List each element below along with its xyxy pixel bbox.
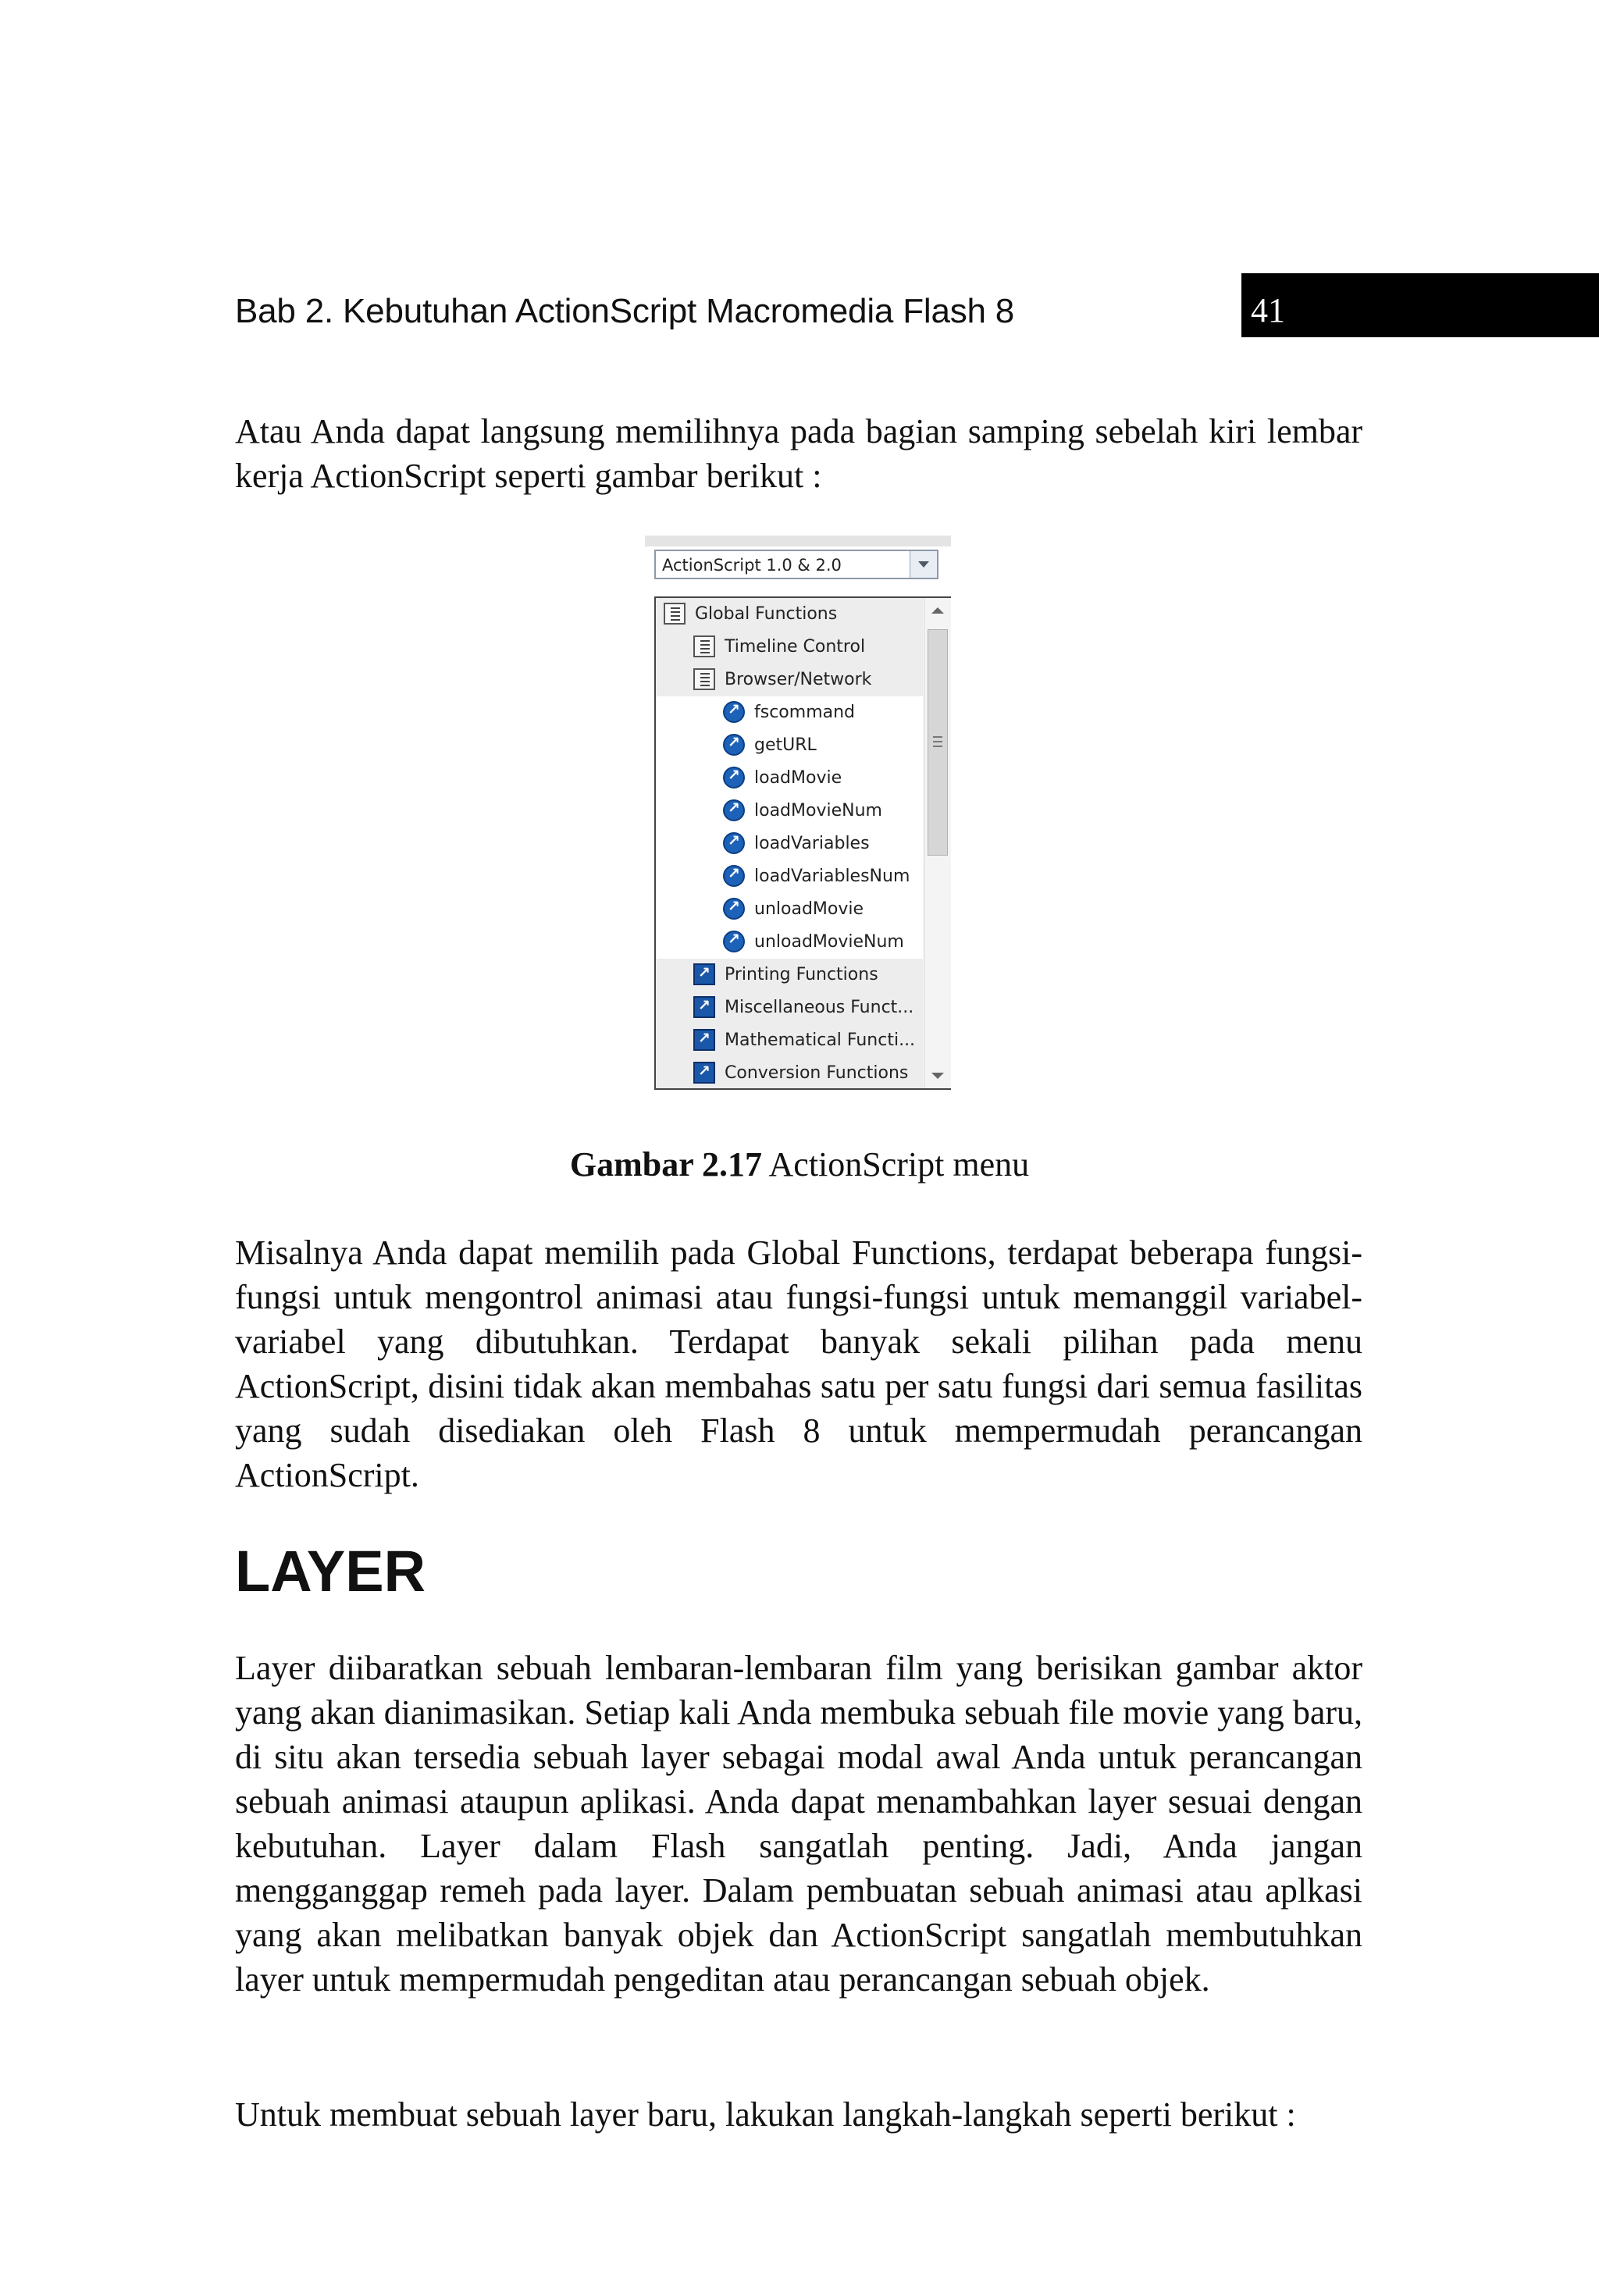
tree-item-label: Conversion Functions bbox=[725, 1063, 909, 1083]
function-icon bbox=[723, 701, 745, 723]
tree-item-fscommand[interactable] bbox=[656, 696, 923, 729]
tree-item-label: Printing Functions bbox=[725, 965, 878, 984]
grip-icon bbox=[933, 736, 942, 738]
tree-item-printing-functions[interactable] bbox=[656, 959, 923, 991]
tree-item-loadvariables[interactable] bbox=[656, 828, 923, 860]
figure-caption bbox=[0, 1144, 1599, 1184]
tree-item-mathematical-functions[interactable] bbox=[656, 1024, 923, 1057]
function-icon bbox=[723, 865, 745, 887]
tree-item-loadmovie[interactable] bbox=[656, 762, 923, 795]
tree-item-global-functions[interactable] bbox=[656, 598, 923, 631]
tree-item-loadvariablesnum[interactable] bbox=[656, 860, 923, 893]
category-icon bbox=[693, 996, 715, 1018]
tree-item-unloadmovie[interactable] bbox=[656, 893, 923, 926]
tree-item-conversion-functions[interactable] bbox=[656, 1057, 923, 1090]
actionscript-panel-figure bbox=[645, 536, 951, 1099]
tree-item-label: loadVariables bbox=[754, 834, 870, 853]
figure-caption-text: ActionScript menu bbox=[761, 1145, 1030, 1184]
page-number-tab bbox=[1241, 273, 1599, 337]
actions-toolbox-tree bbox=[654, 596, 951, 1090]
figure-caption-number: Gambar 2.17 bbox=[569, 1145, 762, 1184]
global-functions-paragraph: Misalnya Anda dapat memilih pada Global Functions, terdapat beberapa fungsi-fungsi untuk mengontrol animasi atau fungsi-fungsi untuk memanggil variabel-variabel yang dibutuhkan. Terdapat banyak sekali pilihan pada menu ActionScript, disini tidak akan membahas satu per satu fungsi dari semua fasilitas yang sudah disediakan oleh Flash 8 untuk mempermudah perancangan ActionScript. bbox=[235, 1233, 1362, 1494]
book-icon bbox=[693, 668, 715, 690]
tree-item-timeline-control[interactable] bbox=[656, 631, 923, 664]
intro-paragraph: Atau Anda dapat langsung memilihnya pada bagian samping sebelah kiri lembar kerja ActionScript seperti gambar berikut : bbox=[235, 412, 1362, 495]
function-icon bbox=[723, 832, 745, 854]
tree-item-label: Miscellaneous Funct... bbox=[725, 998, 914, 1017]
tree-item-geturl[interactable] bbox=[656, 729, 923, 762]
category-icon bbox=[693, 1062, 715, 1084]
function-icon bbox=[723, 767, 745, 788]
tree-item-label: getURL bbox=[754, 735, 817, 755]
tree-item-loadmovienum[interactable] bbox=[656, 795, 923, 828]
tree-item-label: unloadMovieNum bbox=[754, 932, 904, 952]
tree-item-unloadmovienum[interactable] bbox=[656, 926, 923, 959]
actionscript-version-select[interactable] bbox=[654, 550, 938, 579]
tree-item-label: Timeline Control bbox=[725, 637, 866, 657]
function-icon bbox=[723, 799, 745, 821]
tree-item-label: loadMovieNum bbox=[754, 801, 882, 821]
tree-item-browser-network[interactable] bbox=[656, 664, 923, 696]
category-icon bbox=[693, 963, 715, 985]
tree-scrollbar[interactable] bbox=[924, 598, 951, 1088]
tree-item-miscellaneous-functions[interactable] bbox=[656, 991, 923, 1024]
running-header-title: Bab 2. Kebutuhan ActionScript Macromedia Flash 8 bbox=[235, 292, 1015, 330]
scroll-down-arrow-icon[interactable] bbox=[931, 1073, 944, 1079]
tree-item-label: loadVariablesNum bbox=[754, 867, 910, 886]
layer-description-paragraph: Layer diibaratkan sebuah lembaran-lembaran film yang berisikan gambar aktor yang akan dianimasikan. Setiap kali Anda membuka sebuah file movie yang baru, di situ akan tersedia sebuah layer sebagai modal awal Anda untuk perancangan sebuah animasi ataupun aplikasi. Anda dapat menambahkan layer sesuai dengan kebutuhan. Layer dalam Flash sangatlah penting. Jadi, Anda jangan mengganggap remeh pada layer. Dalam pembuatan sebuah animasi atau aplkasi yang akan melibatkan banyak objek dan ActionScript sangatlah membutuhkan layer untuk mempermudah pengeditan atau perancangan sebuah objek. bbox=[235, 1649, 1362, 1999]
function-icon bbox=[723, 931, 745, 952]
scroll-thumb[interactable] bbox=[928, 629, 948, 856]
new-layer-steps-paragraph: Untuk membuat sebuah layer baru, lakukan langkah-langkah seperti berikut : bbox=[235, 2095, 1296, 2134]
tree-item-label: fscommand bbox=[754, 703, 856, 722]
section-heading-layer: LAYER bbox=[235, 1539, 426, 1604]
page-number: 41 bbox=[1251, 291, 1285, 329]
tree-item-label: unloadMovie bbox=[754, 899, 864, 919]
category-icon bbox=[693, 1029, 715, 1051]
tree-item-label: loadMovie bbox=[754, 768, 842, 788]
function-icon bbox=[723, 734, 745, 756]
chevron-down-icon[interactable] bbox=[910, 551, 937, 578]
panel-top-bar bbox=[645, 536, 951, 546]
tree-item-label: Mathematical Functi... bbox=[725, 1031, 916, 1050]
book-icon bbox=[664, 603, 686, 625]
tree-item-label: Browser/Network bbox=[725, 670, 872, 689]
function-icon bbox=[723, 898, 745, 920]
book-icon bbox=[693, 635, 715, 657]
tree-item-label: Global Functions bbox=[695, 604, 838, 624]
scroll-up-arrow-icon[interactable] bbox=[931, 607, 944, 614]
version-select-value: ActionScript 1.0 & 2.0 bbox=[662, 556, 842, 575]
